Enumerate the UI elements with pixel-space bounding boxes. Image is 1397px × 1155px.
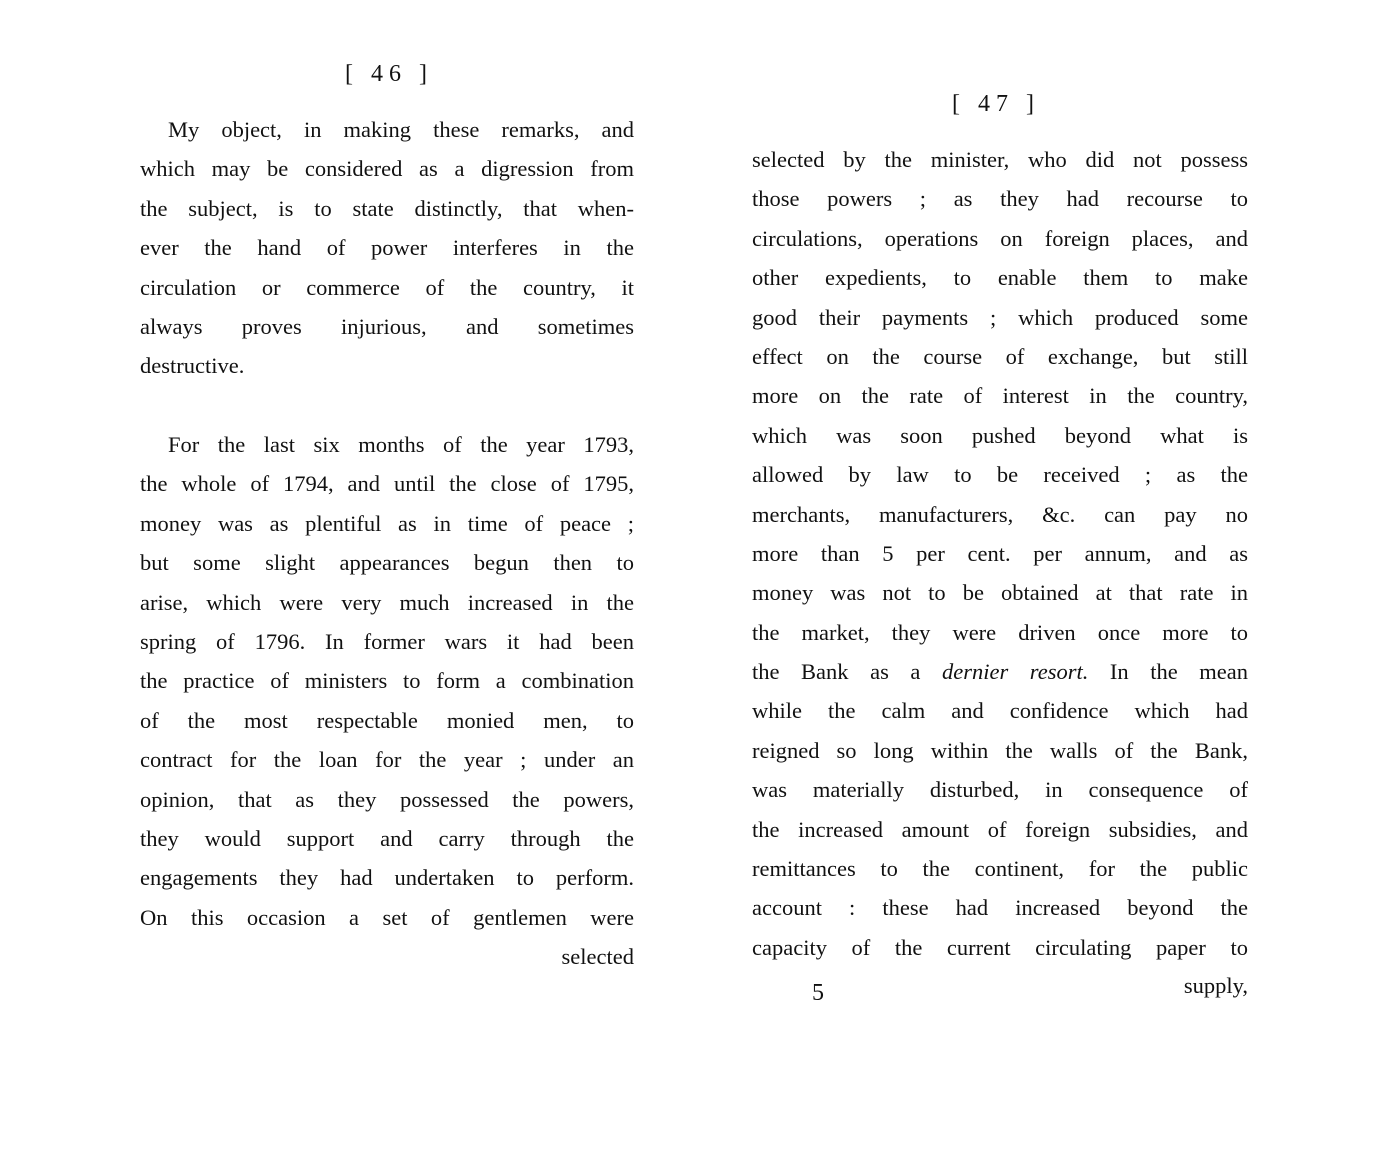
text-line: spring of 1796. In former wars it had been bbox=[140, 628, 634, 654]
text-segment: the Bank as a bbox=[752, 659, 921, 685]
text-line: more on the rate of interest in the country, bbox=[752, 383, 1248, 409]
paragraph-left-2 bbox=[140, 425, 634, 976]
text-line: money was not to be obtained at that rate in bbox=[752, 580, 1248, 606]
text-line: the practice of ministers to form a combination bbox=[140, 668, 634, 694]
text-line: reigned so long within the walls of the Bank, bbox=[752, 737, 1248, 763]
text-line: circulations, operations on foreign places, and bbox=[752, 225, 1248, 251]
text-line: ever the hand of power interferes in the bbox=[140, 235, 634, 261]
text-line: contract for the loan for the year ; under an bbox=[140, 747, 634, 773]
text-line: capacity of the current circulating paper to bbox=[752, 934, 1248, 960]
text-line: My object, in making these remarks, and bbox=[168, 117, 634, 142]
text-line: of the most respectable monied men, to bbox=[140, 707, 634, 733]
paragraph-left-1 bbox=[140, 110, 634, 386]
text-line: account : these had increased beyond the bbox=[752, 895, 1248, 921]
text-line: On this occasion a set of gentlemen were bbox=[140, 904, 634, 930]
text-line: remittances to the continent, for the public bbox=[752, 856, 1248, 882]
text-line: selected by the minister, who did not possess bbox=[752, 147, 1248, 172]
text-line: the whole of 1794, and until the close of 1795, bbox=[140, 471, 634, 497]
text-line: but some slight appearances begun then to bbox=[140, 550, 634, 576]
text-line: good their payments ; which produced some bbox=[752, 304, 1248, 330]
catchword-left: selected bbox=[561, 944, 634, 970]
text-line: they would support and carry through the bbox=[140, 825, 634, 851]
page-number-right: [ 47 ] bbox=[952, 91, 1040, 117]
text-line: money was as plentiful as in time of peace ; bbox=[140, 510, 634, 536]
text-line: arise, which were very much increased in the bbox=[140, 589, 634, 615]
text-line: those powers ; as they had recourse to bbox=[752, 186, 1248, 212]
text-line: was materially disturbed, in consequence of bbox=[752, 777, 1248, 803]
text-line: merchants, manufacturers, &c. can pay no bbox=[752, 501, 1248, 527]
text-line: other expedients, to enable them to make bbox=[752, 265, 1248, 291]
text-line: more than 5 per cent. per annum, and as bbox=[752, 540, 1248, 566]
italic-phrase: dernier resort. bbox=[941, 659, 1089, 685]
text-line: while the calm and confidence which had bbox=[752, 698, 1248, 724]
text-line: the increased amount of foreign subsidies, and bbox=[752, 816, 1248, 842]
text-line: always proves injurious, and sometimes bbox=[140, 313, 634, 339]
catchword-right: supply, bbox=[1183, 973, 1248, 998]
text-line: the market, they were driven once more to bbox=[752, 619, 1248, 645]
text-line: destructive. bbox=[140, 353, 245, 379]
text-line: For the last six months of the year 1793, bbox=[168, 432, 634, 457]
text-line: which may be considered as a digression from bbox=[140, 156, 634, 182]
text-line: engagements they had undertaken to perform. bbox=[140, 865, 634, 891]
signature-mark: 5 bbox=[812, 980, 824, 1006]
page-number-left: [ 46 ] bbox=[345, 61, 433, 87]
text-line: the subject, is to state distinctly, that when- bbox=[140, 195, 634, 221]
text-line-mixed bbox=[752, 652, 1248, 691]
text-segment: In the mean bbox=[1109, 659, 1248, 685]
text-line: allowed by law to be received ; as the bbox=[752, 462, 1248, 488]
paragraph-right-1 bbox=[752, 140, 1248, 967]
text-line: opinion, that as they possessed the powers, bbox=[140, 786, 634, 812]
text-line: effect on the course of exchange, but still bbox=[752, 343, 1248, 369]
text-line: circulation or commerce of the country, it bbox=[140, 274, 634, 300]
text-line: which was soon pushed beyond what is bbox=[752, 422, 1248, 448]
